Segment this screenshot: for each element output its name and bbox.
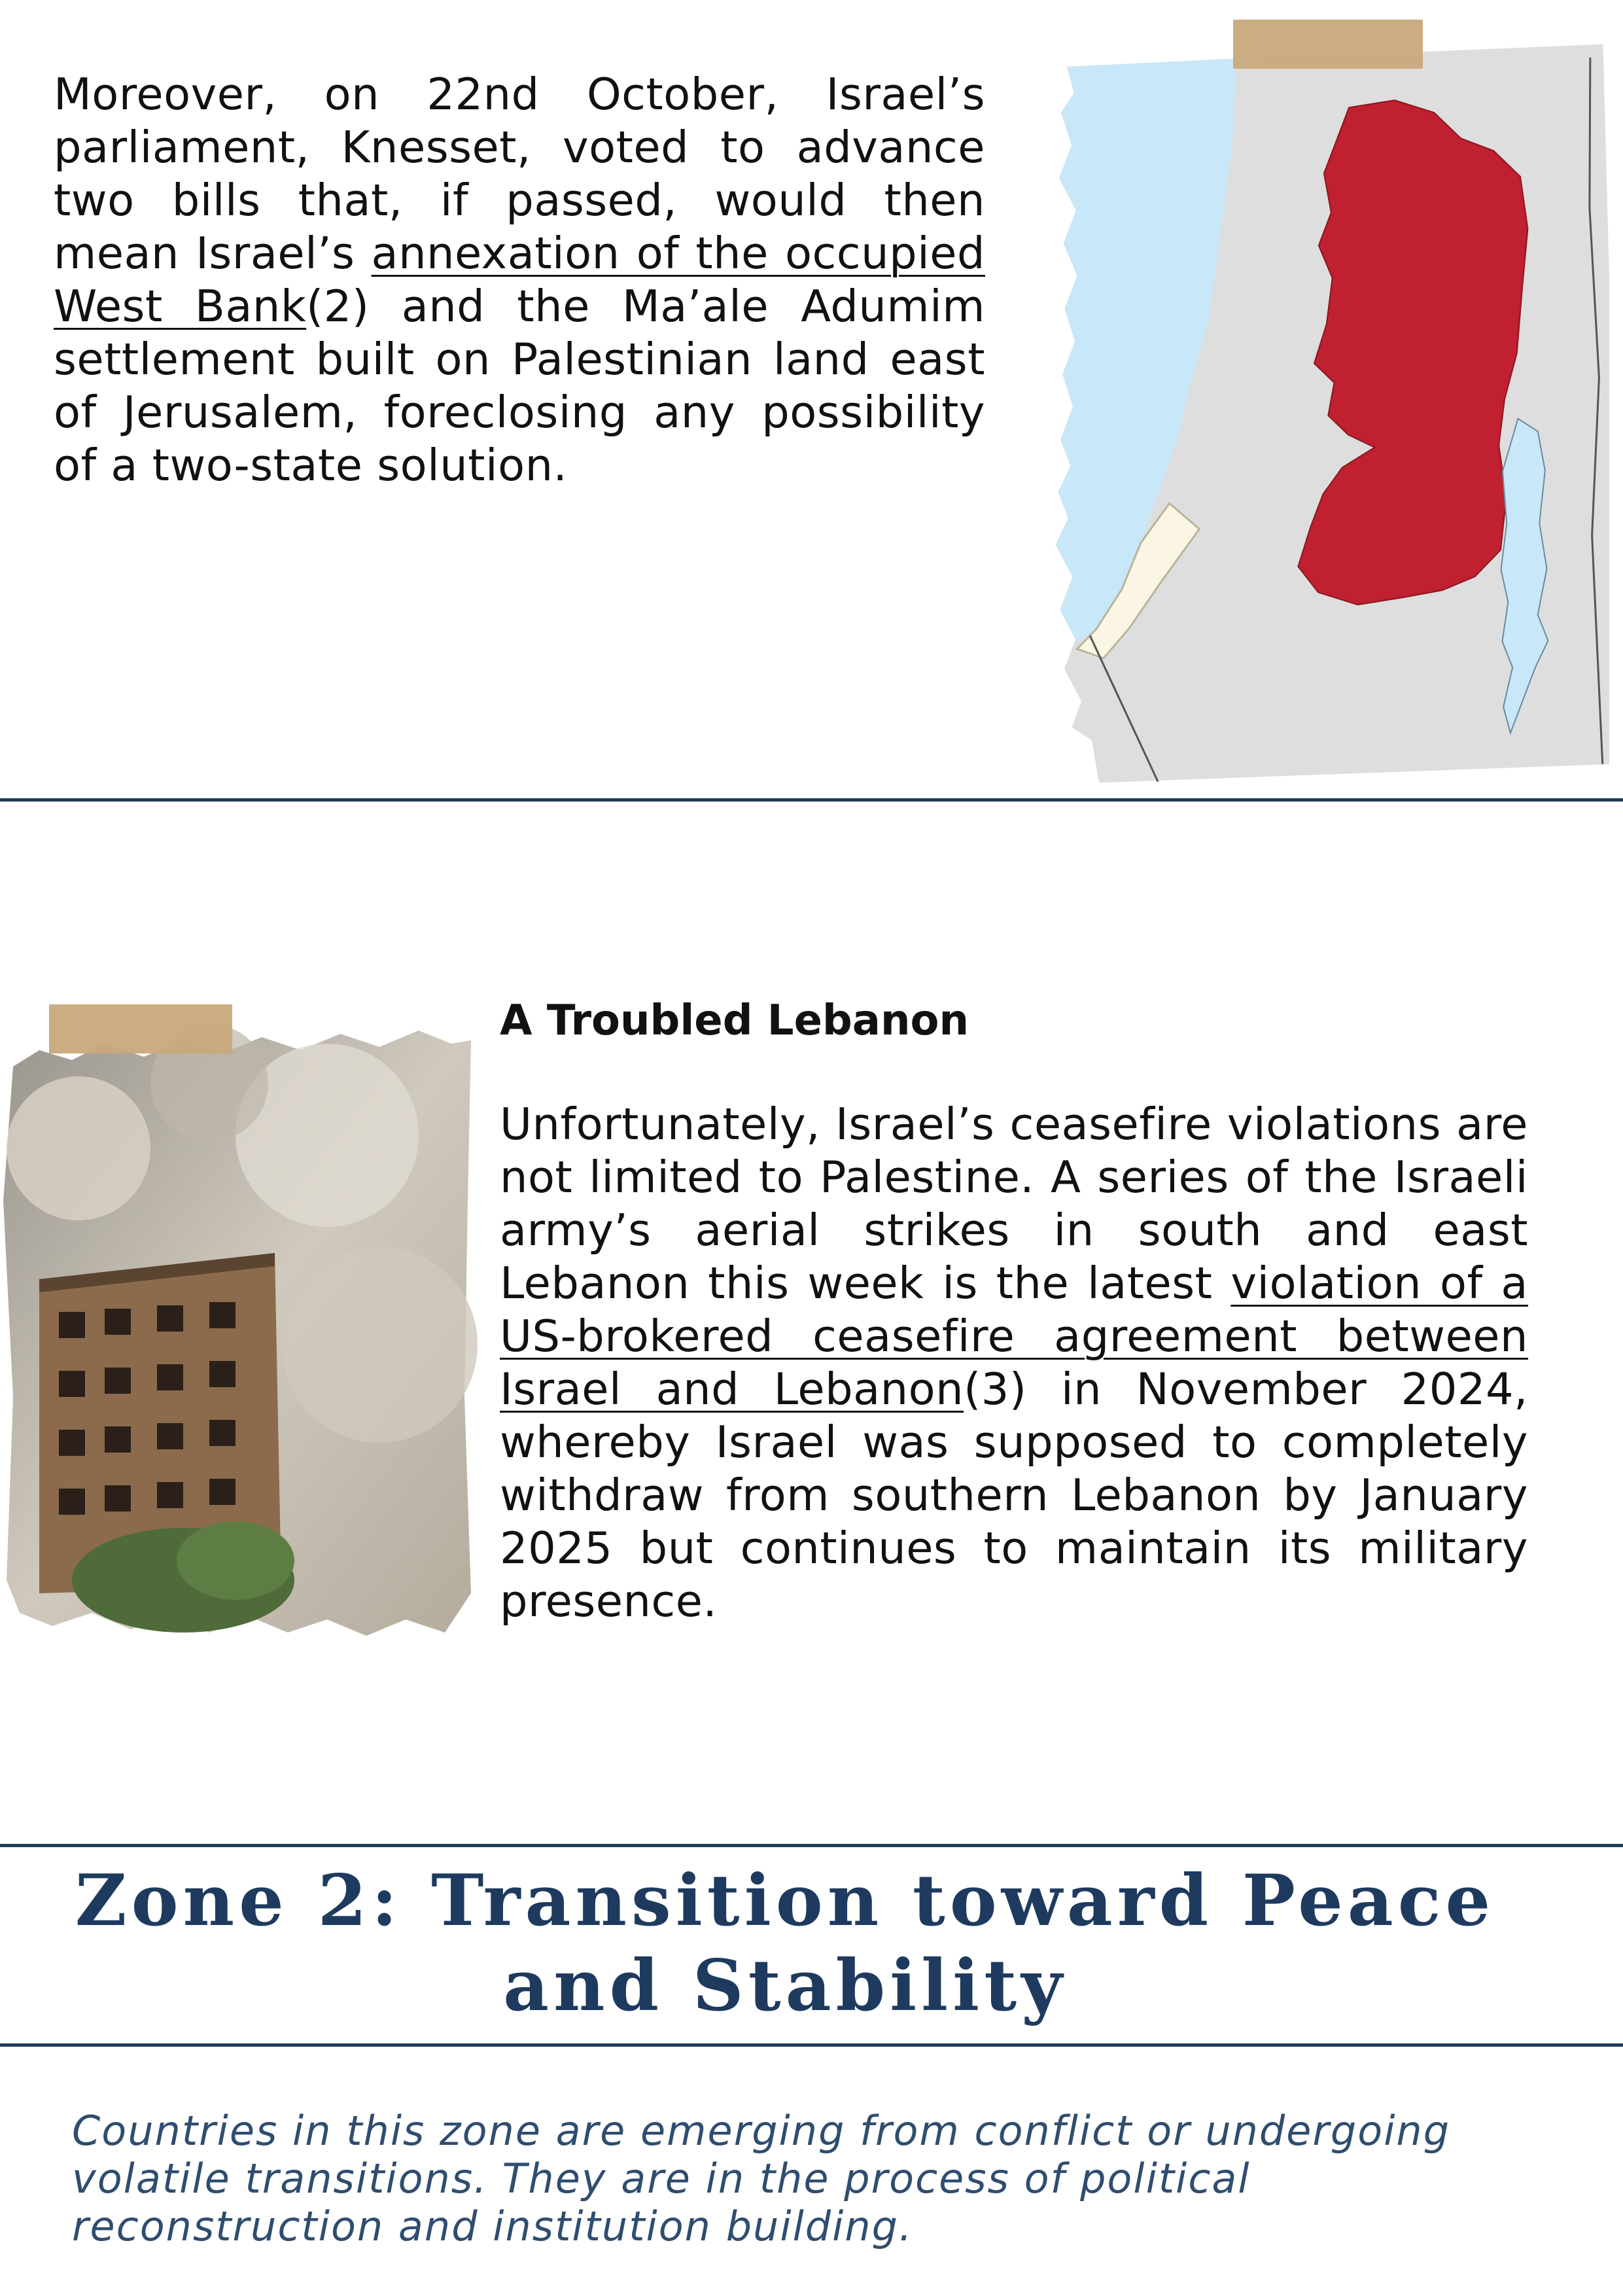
zone-title: Zone 2: Transition toward Peace and Stability bbox=[75, 1860, 1495, 2027]
west-bank-paragraph bbox=[54, 68, 985, 492]
ceasefire-agreement-link[interactable]: violation of a US-brokered ceasefire agreement between Israel and Lebanon bbox=[500, 1258, 1528, 1415]
lebanon-heading: A Troubled Lebanon bbox=[500, 997, 969, 1045]
west-bank-map-image bbox=[1047, 16, 1609, 788]
annexation-west-bank-link[interactable]: annexation of the occupied West Bank bbox=[54, 228, 985, 332]
paragraph-text: (2) and the Ma’ale Adumim settlement built on Palestinian land east of Jerusalem, foreclosing any possibility of a two-state solution. bbox=[54, 281, 985, 491]
paragraph-text: Unfortunately, Israel’s ceasefire violations are not limited to Palestine. A series of the Israeli army’s aerial strikes in south and east Lebanon this week is the latest bbox=[500, 1099, 1528, 1309]
tape-decoration bbox=[49, 1004, 232, 1053]
lebanon-paragraph bbox=[500, 1098, 1528, 1628]
paragraph-text: Moreover, on 22nd October, Israel’s parliament, Knesset, voted to advance two bills that, if passed, would then mean Israel’s bbox=[54, 69, 985, 279]
zone-divider-top bbox=[0, 1844, 1623, 1847]
lebanon-strike-photo bbox=[0, 1004, 478, 1639]
zone-divider-bottom bbox=[0, 2043, 1623, 2047]
section-divider bbox=[0, 798, 1623, 802]
zone-description: Countries in this zone are emerging from conflict or undergoing volatile transitions. They are in the process of political reconstruction and institution building. bbox=[72, 2107, 1451, 2250]
paragraph-text: (3) in November 2024, whereby Israel was supposed to completely withdraw from southern Lebanon by January 2025 but continues to maintain its military presence. bbox=[500, 1364, 1528, 1627]
tape-decoration bbox=[1233, 20, 1423, 69]
